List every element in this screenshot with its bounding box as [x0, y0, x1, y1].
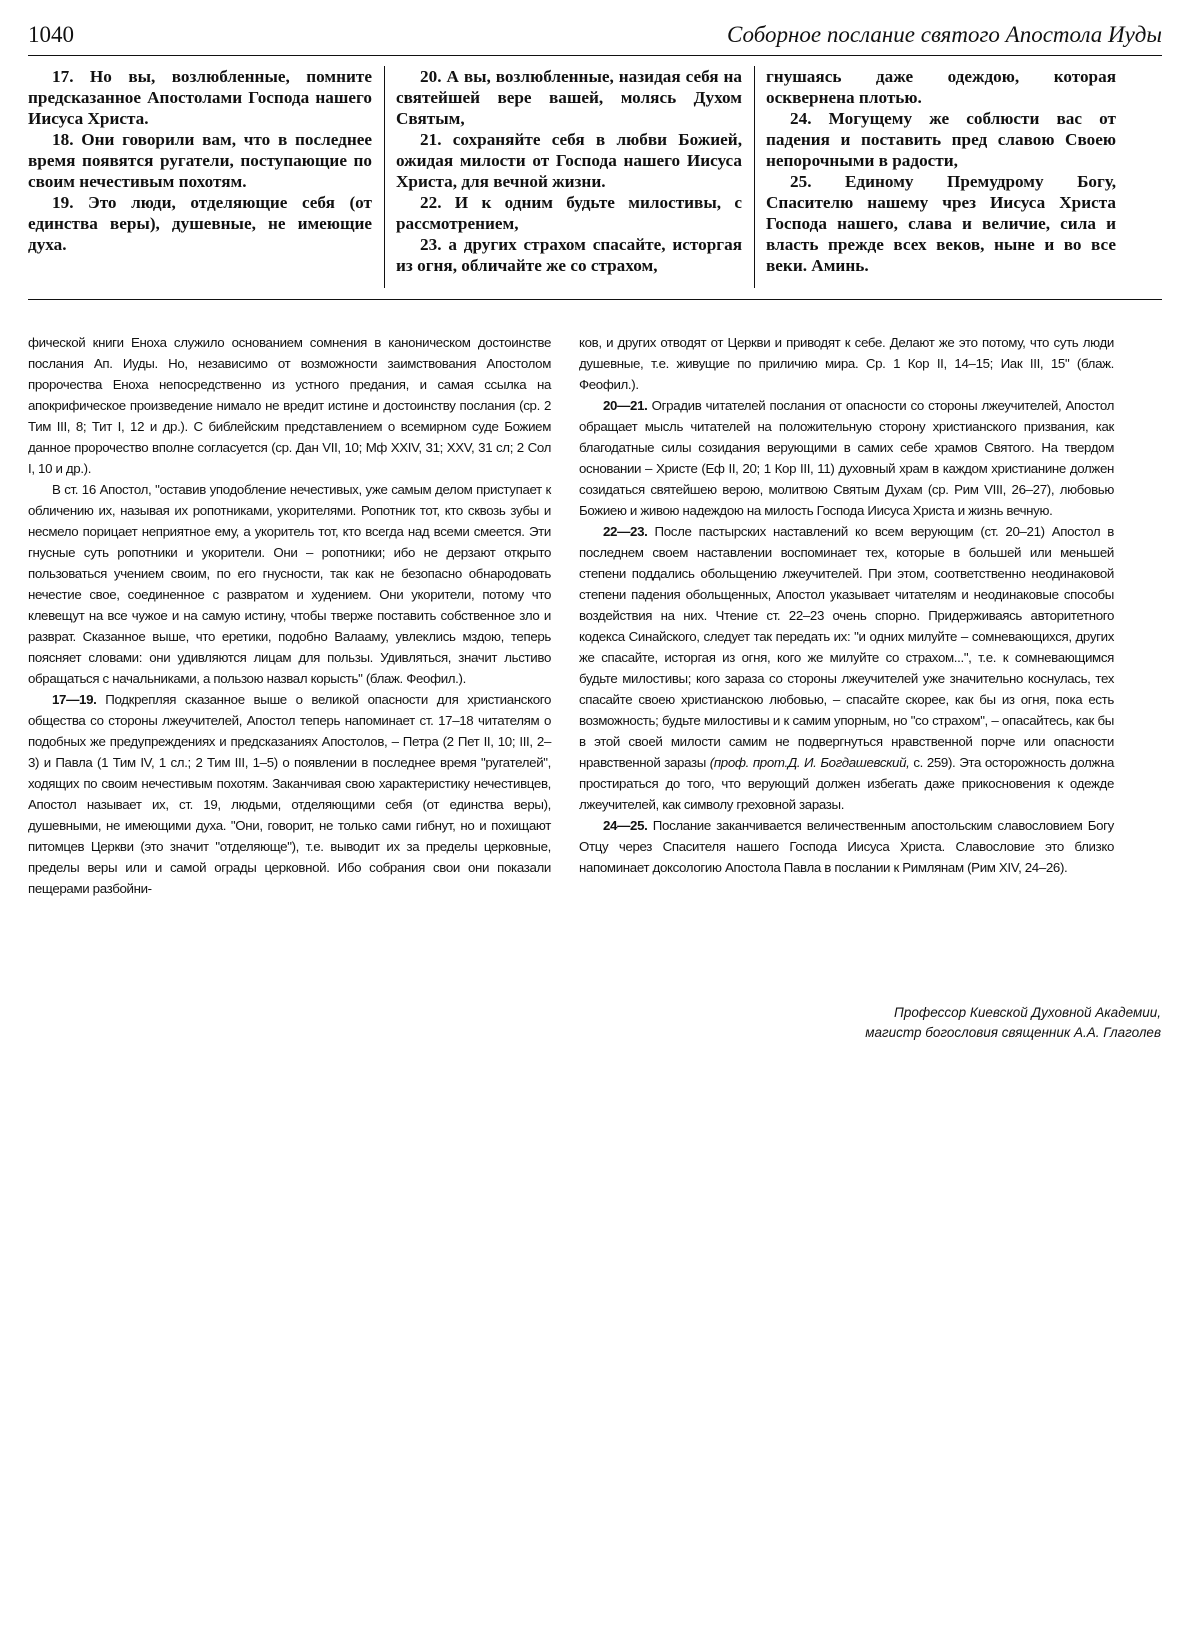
commentary-paragraph: 22—23. После пастырских наставлений ко всем верующим (ст. 20–21) Апостол в последнем своем наставлении воспоминает тех, которые в большей или меньшей степени поддались обольщению лжеучителей. При этом, соответственно неодинаковой степени падения обольщенных, Апостол указывает читателям и неодинаковые способы воздействия на них. Чтение ст. 22–23 очень спорно. Придерживаясь авторитетного кодекса Синайского, следует так передать их: "и одних милуйте – сомневающихся, других же спасайте, исторгая из огня, кого же милуйте со страхом...", т.е. к сомневающимся будьте милостивы; кого зараза со стороны лжеучителей уже значительно коснулась, тех спасайте своею христианскою любовью, – спасайте скорее, как бы из огня, пока есть возможность; будьте милостивы и к самим упорным, но "со страхом", – опасайтесь, как бы в этой своей милости самим не подвергнуться нравственной порче или опасности нравственной заразы (проф. прот.Д. И. Богдашевский, с. 259). Эта осторожность должна простираться до того, что верующий должен избегать даже прикосновения к одежде лжеучителей, как символу греховной заразы.	[579, 524, 1114, 812]
signature-line: Профессор Киевской Духовной Академии,	[894, 1005, 1161, 1020]
page-header	[28, 18, 1162, 58]
citation: (проф. прот.Д. И. Богдашевский,	[709, 755, 910, 770]
verse-22: 22. И к одним будьте милостивы, с рассмотрением,	[396, 193, 742, 233]
commentary-paragraph: 20—21. Оградив читателей послания от опасности со стороны лжеучителей, Апостол обращает мысль читателей на положительную сторону христианского призвания, как благодатные силы созидания верующими в самих себе храмов Святого. На твердом основании – Христе (Еф II, 20; 1 Кор III, 11) духовный храм в каждом христианине должен созидаться святейшею верою, молитвою Святым Духам (ср. Рим VIII, 26–27), любовью Божиею и живою надеждою на милость Господа Иисуса Христа и жизнь вечную.	[579, 398, 1114, 518]
verse-range-label: 22—23.	[603, 524, 648, 539]
verse-19: 19. Это люди, отделяющие себя (от единства веры), душевные, не имеющие духа.	[28, 193, 372, 254]
verse-18: 18. Они говорили вам, что в последнее время появятся ругатели, поступающие по своим нечестивым похотям.	[28, 130, 372, 191]
commentary-column-left	[28, 332, 551, 899]
scripture-text	[28, 66, 1162, 296]
verse-21: 21. сохраняйте себя в любви Божией, ожидая милости от Господа нашего Иисуса Христа, для вечной жизни.	[396, 130, 742, 191]
commentary-paragraph: ков, и других отводят от Церкви и приводят к себе. Делают же это потому, что суть люди душевные, т.е. живущие по приличию мира. Ср. 1 Кор II, 14–15; Иак III, 15" (блаж. Феофил.).	[579, 335, 1114, 392]
signature-line: магистр богословия священник А.А. Глаголев	[865, 1025, 1161, 1040]
commentary-column-right	[579, 332, 1114, 878]
commentary-text	[28, 332, 1162, 972]
column-divider	[754, 66, 755, 288]
verse-column-2	[396, 66, 742, 276]
column-divider	[384, 66, 385, 288]
verse-column-3	[766, 66, 1116, 276]
commentary-paragraph: В ст. 16 Апостол, "оставив уподобление нечестивых, уже самым делом приступает к обличению их, называя их ропотниками, укорителями. Ропотник тот, кто сквозь зубы и несмело порицает неприятное ему, а укоритель тот, кто всегда над всеми смеется. Эти гнусные суть ропотники и укорители. Они – ропотники; ибо не дерзают открыто пользоваться учением своим, по его гнусности, так как не безопасно обнародовать нечестие свое, соединенное с развратом и худением. Они укорители, потому что клевещут на все чужое и на самую истину, чтобы тверже поставить собственное зло и разврат. Сказанное выше, что еретики, подобно Валааму, увлеклись мздою, теперь поясняет словами: они удивляются лицам для пользы. Удивляться, значит льстиво обращаться с начальниками, а пользою назвал корысть" (блаж. Феофил.).	[28, 482, 551, 686]
verse-20: 20. А вы, возлюбленные, назидая себя на святейшей вере вашей, молясь Духом Святым,	[396, 67, 742, 128]
section-rule	[28, 299, 1162, 300]
verse-23: 23. а других страхом спасайте, исторгая из огня, обличайте же со страхом,	[396, 235, 742, 275]
verse-17: 17. Но вы, возлюбленные, помните предсказанное Апостолами Господа нашего Иисуса Христа.	[28, 67, 372, 128]
commentary-paragraph: фической книги Еноха служило основанием сомнения в каноническом достоинстве послания Ап. Иуды. Но, независимо от возможности заимствования Апостолом пророчества Еноха непосредственно из устного предания, и самая ссылка на апокрифическое произведение нимало не вредит истине и достоинству послания (ср. 2 Тим III, 8; Тит I, 12 и др.). С библейским представлением о всемирном суде Божием данное пророчество вполне согласуется (ср. Дан VII, 10; Мф XXIV, 31; XXV, 31 сл; 2 Сол I, 10 и др.).	[28, 335, 551, 476]
verse-range-label: 17—19.	[52, 692, 97, 707]
author-signature	[865, 1003, 1161, 1043]
page-number: 1040	[28, 22, 74, 47]
verse-column-1	[28, 66, 372, 255]
commentary-paragraph: 24—25. Послание заканчивается величественным апостольским славословием Богу Отцу через Спасителя нашего Господа Иисуса Христа. Славословие это близко напоминает доксологию Апостола Павла в послании к Римлянам (Рим XIV, 24–26).	[579, 818, 1114, 875]
commentary-paragraph: 17—19. Подкрепляя сказанное выше о великой опасности для христианского общества со стороны лжеучителей, Апостол теперь напоминает ст. 17–18 читателям о подобных же предупреждениях и предсказаниях Апостолов, – Петра (2 Пет II, 10; III, 2–3) и Павла (1 Тим IV, 1 сл.; 2 Тим III, 1–5) о появлении в последнее время "ругателей", ходящих по своим нечестивым похотям. Заканчивая свою характеристику нечестивцев, Апостол называет их, ст. 19, людьми, отделяющими себя (от единства веры), душевными, не имеющими духа. "Они, говорит, не только сами гибнут, но и похищают питомцев Церкви (это значит "отделяюще"), т.е. выводит их за пределы церковные, пределы веры или и самой ограды церковной. Ибо собрания свои они показали пещерами разбойни-	[28, 692, 551, 896]
verse-25: 25. Единому Премудрому Богу, Спасителю нашему чрез Иисуса Христа Господа нашего, слава и величие, сила и власть прежде всех веков, ныне и во все веки. Аминь.	[766, 172, 1116, 275]
verse-24: 24. Могущему же соблюсти вас от падения и поставить пред славою Своею непорочными в радости,	[766, 109, 1116, 170]
running-title: Соборное послание святого Апостола Иуды	[727, 22, 1162, 47]
verse-23-continued: гнушаясь даже одеждою, которая осквернена плотью.	[766, 67, 1116, 107]
header-rule	[28, 55, 1162, 56]
verse-range-label: 24—25.	[603, 818, 648, 833]
verse-range-label: 20—21.	[603, 398, 648, 413]
